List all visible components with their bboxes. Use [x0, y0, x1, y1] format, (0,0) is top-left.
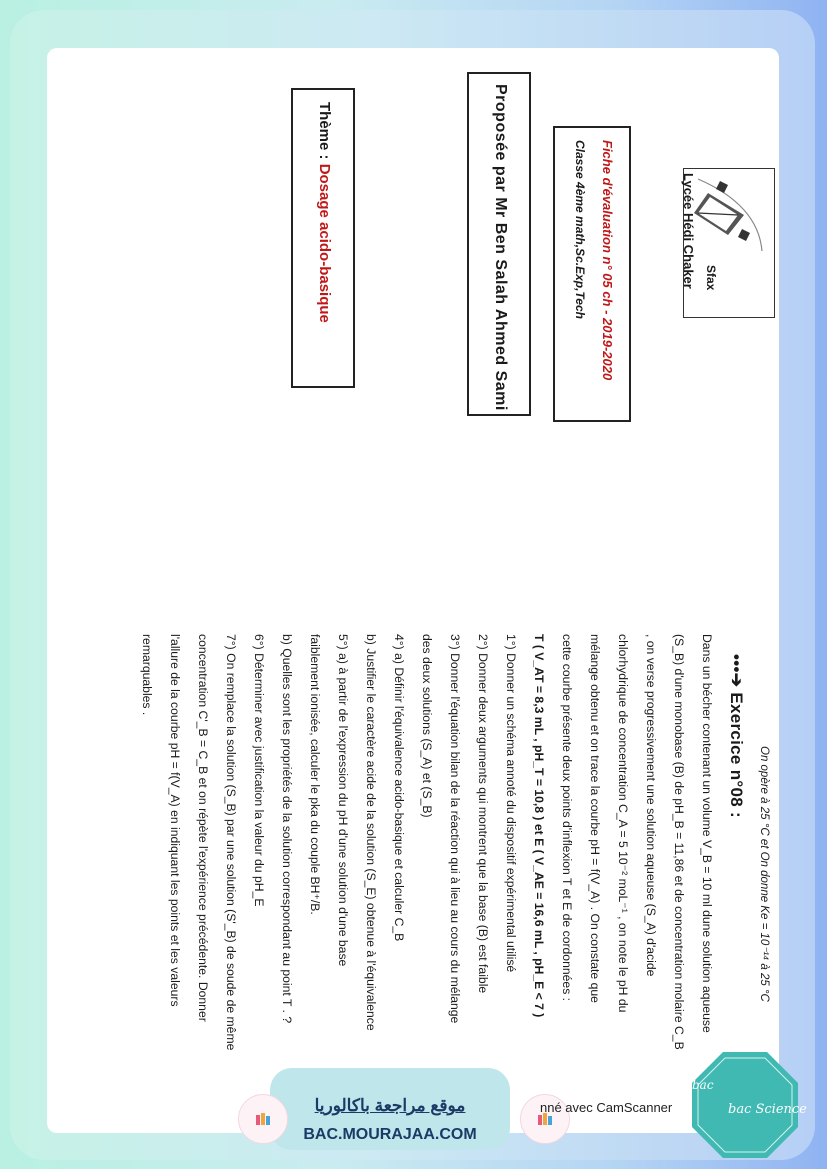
exercise-line: b) Quelles sont les propriétés de la solution correspondant au point T . ?	[280, 634, 294, 1024]
city-label: Sfax	[704, 265, 718, 291]
theme-label: Thème :	[316, 102, 333, 160]
exercise-line: 5°) a) à partir de l'expression du pH d'une solution d'une base	[336, 634, 350, 967]
site-url[interactable]: BAC.MOURAJAA.COM	[303, 1126, 477, 1143]
bac-logo-top: bac	[692, 1078, 714, 1092]
exercise-line: des deux solutions (S_A) et (S_B)	[420, 634, 434, 818]
exercise-line: 2°) Donner deux arguments qui montrent que la base (B) est faible	[476, 634, 490, 994]
fiche-title: Fiche d'évaluation n° 05 ch - 2019-2020	[600, 140, 615, 381]
exercise-line: remarquables .	[140, 634, 154, 716]
exercise-line: concentration C'_B = C_B et on répète l'expérience précédente. Donner	[196, 634, 210, 1022]
exercise-line: 3°) Donner l'équation bilan de la réaction qui à lieu au cours du mélange	[448, 634, 462, 1024]
exercise-line: , on verse progressivement une solution aqueuse (S_A) d'acide	[644, 634, 658, 977]
scanned-page	[47, 48, 779, 1133]
site-name-arabic[interactable]: موقع مراجعة باكالوريا	[314, 1096, 466, 1115]
exercise-line: mélange obtenu et on trace la courbe pH = f(V_A) . On constate que	[588, 634, 602, 1003]
school-book-logo	[688, 175, 768, 255]
school-logo-box	[683, 168, 775, 318]
theme-box	[291, 88, 355, 388]
exercise-line: (S_B) d'une monobase (B) de pH_B = 11,86 et de concentration molaire C_B	[672, 634, 686, 1050]
theme-value: Dosage acido-basique	[316, 163, 333, 323]
exercise-line: T ( V_AT = 8,3 mL , pH_T = 10,8 ) et E ( V_AE = 16,6 mL , pH_E < 7 )	[532, 634, 546, 1018]
fiche-box	[553, 126, 631, 422]
exercise-intro: On opère à 25 °C et On donne Ke = 10⁻¹⁴ à 25 °C	[758, 746, 770, 1002]
class-label: Classe 4ème math,Sc.Exp,Tech	[573, 140, 587, 319]
rotated-document	[47, 48, 779, 1133]
bac-logo-text: bac Science	[728, 1102, 807, 1117]
camscanner-watermark: nné avec CamScanner	[540, 1100, 673, 1115]
exercise-block	[49, 634, 769, 1124]
school-name: Lycée Hédi Chaker	[681, 173, 696, 289]
author-name: Proposée par Mr Ben Salah Ahmed Sami	[492, 84, 509, 411]
exercise-line: b) Justifier le caractère acide de la solution (S_E) obtenue à l'équivalence	[364, 634, 378, 1031]
exercise-line: 7°) On remplace la solution (S_B) par une solution (S'_B) de soude de même	[224, 634, 238, 1051]
exercise-line: 4°) a) Définir l'équivalence acido-basique et calculer C_B	[392, 634, 406, 942]
exercise-line: cette courbe présente deux points d'inflexion T et E de cordonnées :	[560, 634, 574, 1002]
site-banner[interactable]	[270, 1068, 510, 1150]
exercise-line: faiblement ionisée, calculer le pka du couple BH⁺/B.	[308, 634, 322, 915]
author-box	[467, 72, 531, 416]
exercise-line: 1°) Donner un schéma annoté du dispositif expérimental utilisé	[504, 634, 518, 973]
exercise-line: l'allure de la courbe pH = f(V_A) en indiquant les points et les valeurs	[168, 634, 182, 1007]
exercise-title: •••➔ Exercice n°08 :	[727, 654, 746, 818]
books-icon	[253, 1109, 273, 1129]
theme-line	[316, 102, 333, 323]
site-badge-left	[238, 1094, 288, 1144]
exercise-line: chlorhydrique de concentration C_A = 5 10⁻² moL⁻¹ , on note le pH du	[616, 634, 630, 1013]
exercise-line: Dans un bécher contenant un volume V_B = 10 ml dune solution aqueuse	[700, 634, 714, 1033]
exercise-line: 6°) Déterminer avec justification la valeur du pH_E	[252, 634, 266, 907]
